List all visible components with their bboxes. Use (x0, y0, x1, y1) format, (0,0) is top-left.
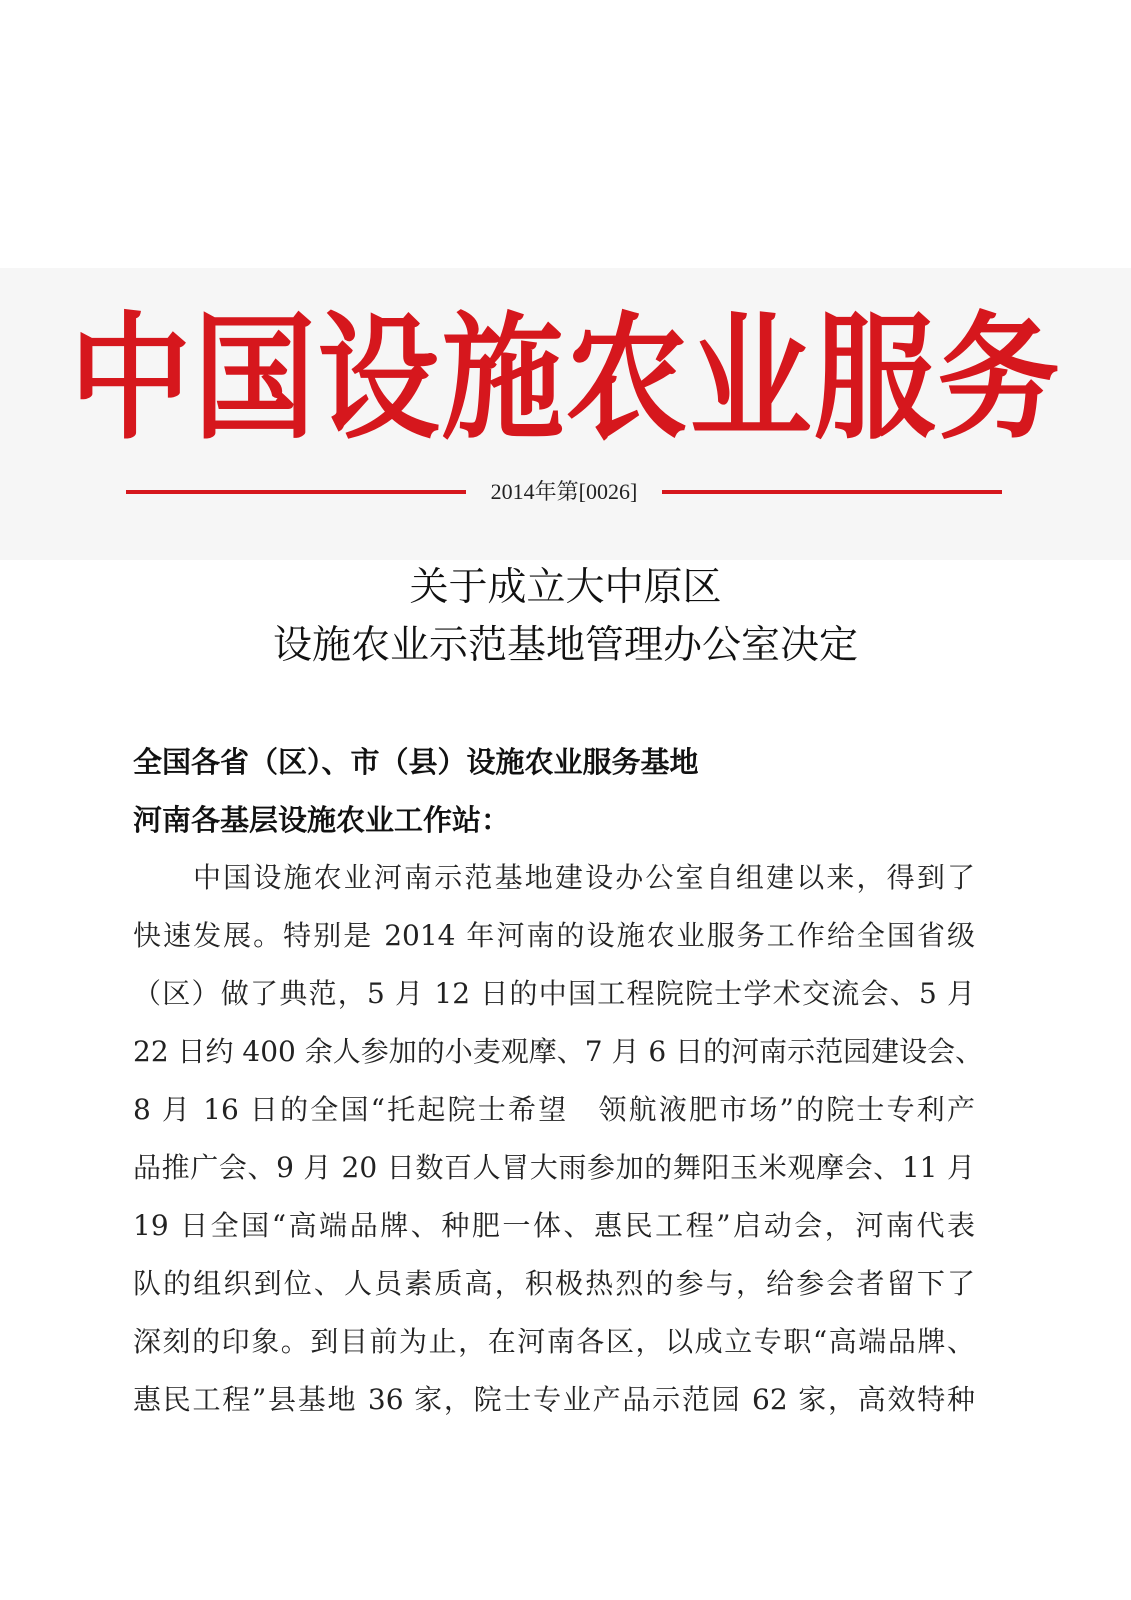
masthead-rule-right (662, 490, 1002, 494)
body-text-line: 19 日全国“高端品牌、种肥一体、惠民工程”启动会，河南代表 (133, 1209, 975, 1242)
body-text-line: 22 日约 400 余人参加的小麦观摩、7 月 6 日的河南示范园建设会、 (133, 1035, 984, 1068)
body-text-line: 深刻的印象。到目前为止，在河南各区，以成立专职“高端品牌、 (133, 1325, 975, 1358)
addressee-line-2: 河南各基层设施农业工作站： (133, 803, 511, 837)
masthead-rule-left (126, 490, 466, 494)
body-text-line: 惠民工程”县基地 36 家，院士专业产品示范园 62 家，高效特种 (133, 1383, 975, 1416)
body-text-line: 品推广会、9 月 20 日数百人冒大雨参加的舞阳玉米观摩会、11 月 (133, 1151, 975, 1184)
body-text-line: （区）做了典范，5 月 12 日的中国工程院院士学术交流会、5 月 (133, 977, 975, 1010)
body-text-line: 8 月 16 日的全国“托起院士希望 领航液肥市场”的院士专利产 (133, 1093, 975, 1126)
addressee-line-1: 全国各省（区）、市（县）设施农业服务基地 (133, 745, 699, 779)
document-title-line-2: 设施农业示范基地管理办公室决定 (272, 623, 858, 668)
body-text-line: 快速发展。特别是 2014 年河南的设施农业服务工作给全国省级 (133, 919, 975, 952)
body-text-line: 队的组织到位、人员素质高，积极热烈的参与，给参会者留下了 (133, 1267, 975, 1300)
body-text-line: 中国设施农业河南示范基地建设办公室自组建以来，得到了 (193, 861, 975, 894)
issue-number: 2014年第[0026] (490, 479, 638, 504)
masthead-title: 中国设施农业服务 (69, 296, 1062, 459)
issue-row (126, 478, 1002, 506)
document-title-line-1: 关于成立大中原区 (409, 565, 722, 610)
